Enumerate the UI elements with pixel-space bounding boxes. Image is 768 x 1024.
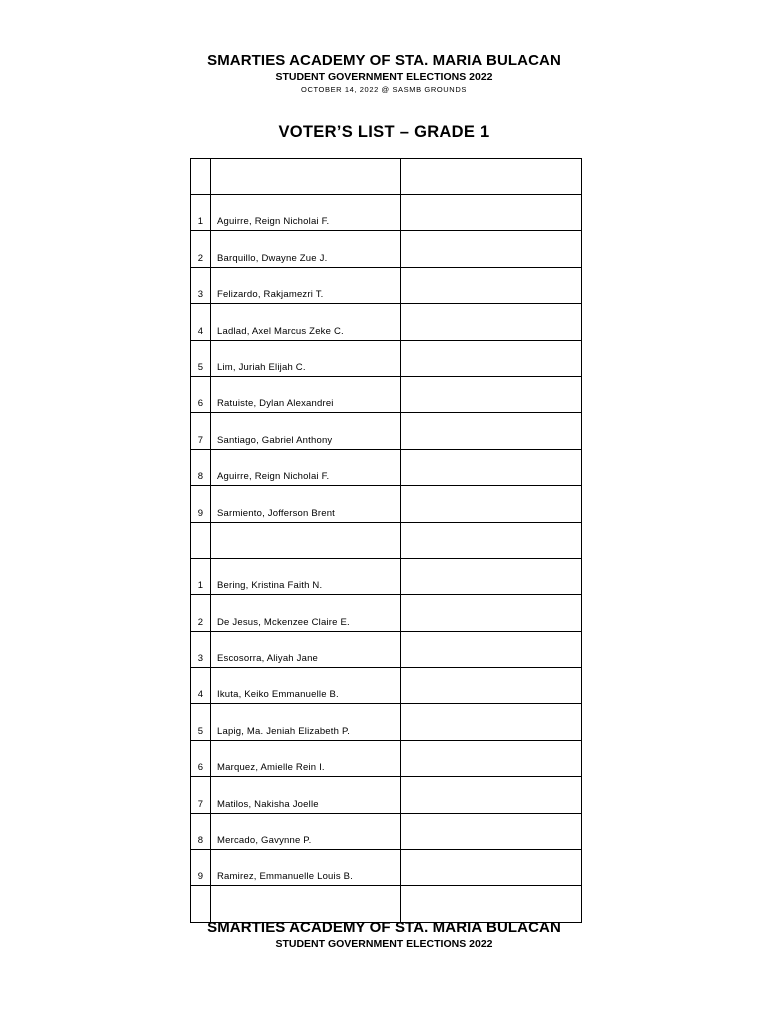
- voter-name: Sarmiento, Jofferson Brent: [211, 486, 401, 522]
- table-row: [191, 340, 582, 376]
- signature-cell: [401, 413, 582, 449]
- signature-cell: [401, 704, 582, 740]
- voter-name: Ramirez, Emmanuelle Louis B.: [211, 850, 401, 886]
- signature-cell: [401, 231, 582, 267]
- signature-cell: [401, 340, 582, 376]
- signature-cell: [401, 850, 582, 886]
- document-footer: [0, 919, 768, 950]
- signature-cell: [401, 304, 582, 340]
- voter-name: Ratuiste, Dylan Alexandrei: [211, 376, 401, 412]
- voter-name: [211, 159, 401, 195]
- row-number: 2: [191, 231, 211, 267]
- row-number: 7: [191, 777, 211, 813]
- footer-election-title: STUDENT GOVERNMENT ELECTIONS 2022: [275, 938, 493, 950]
- page-title: VOTER’S LIST – GRADE 1: [278, 123, 490, 141]
- row-number: 9: [191, 850, 211, 886]
- voter-name: De Jesus, Mckenzee Claire E.: [211, 595, 401, 631]
- table-row: [191, 159, 582, 195]
- signature-cell: [401, 813, 582, 849]
- signature-cell: [401, 486, 582, 522]
- row-number: 7: [191, 413, 211, 449]
- signature-cell: [401, 777, 582, 813]
- table-row: [191, 886, 582, 922]
- voter-name: [211, 886, 401, 922]
- voter-name: Ikuta, Keiko Emmanuelle B.: [211, 668, 401, 704]
- voter-name: Bering, Kristina Faith N.: [211, 558, 401, 594]
- voter-name: Mercado, Gavynne P.: [211, 813, 401, 849]
- row-number: 1: [191, 558, 211, 594]
- table-row: [191, 304, 582, 340]
- row-number: 8: [191, 813, 211, 849]
- signature-cell: [401, 595, 582, 631]
- row-number: 5: [191, 340, 211, 376]
- signature-cell: [401, 267, 582, 303]
- voter-name: Santiago, Gabriel Anthony: [211, 413, 401, 449]
- table-row: [191, 850, 582, 886]
- row-number: 8: [191, 449, 211, 485]
- row-number: 6: [191, 376, 211, 412]
- row-number: 2: [191, 595, 211, 631]
- signature-cell: [401, 558, 582, 594]
- table-row: [191, 813, 582, 849]
- election-title: STUDENT GOVERNMENT ELECTIONS 2022: [275, 71, 493, 83]
- signature-cell: [401, 522, 582, 558]
- table-row: [191, 376, 582, 412]
- row-number: 9: [191, 486, 211, 522]
- table-row: [191, 449, 582, 485]
- table-row: [191, 486, 582, 522]
- voter-name: Escosorra, Aliyah Jane: [211, 631, 401, 667]
- school-name: SMARTIES ACADEMY OF STA. MARIA BULACAN: [207, 52, 561, 69]
- table-row: [191, 668, 582, 704]
- table-row: [191, 195, 582, 231]
- voter-name: Marquez, Amielle Rein I.: [211, 740, 401, 776]
- voter-name: Matilos, Nakisha Joelle: [211, 777, 401, 813]
- voter-name: Lim, Juriah Elijah C.: [211, 340, 401, 376]
- signature-cell: [401, 159, 582, 195]
- table-row: [191, 558, 582, 594]
- table-row: [191, 413, 582, 449]
- table-row: [191, 267, 582, 303]
- table-row: [191, 740, 582, 776]
- election-date-venue: OCTOBER 14, 2022 @ SASMB GROUNDS: [301, 85, 467, 94]
- voter-name: [211, 522, 401, 558]
- document-header: [0, 52, 768, 94]
- voter-name: Ladlad, Axel Marcus Zeke C.: [211, 304, 401, 340]
- row-number: [191, 886, 211, 922]
- signature-cell: [401, 740, 582, 776]
- voter-name: Lapig, Ma. Jeniah Elizabeth P.: [211, 704, 401, 740]
- row-number: 6: [191, 740, 211, 776]
- row-number: 1: [191, 195, 211, 231]
- table-row: [191, 522, 582, 558]
- signature-cell: [401, 631, 582, 667]
- footer-school-name: SMARTIES ACADEMY OF STA. MARIA BULACAN: [207, 919, 561, 936]
- table-row: [191, 777, 582, 813]
- signature-cell: [401, 668, 582, 704]
- voter-name: Felizardo, Rakjamezri T.: [211, 267, 401, 303]
- row-number: 4: [191, 668, 211, 704]
- row-number: 3: [191, 631, 211, 667]
- row-number: [191, 159, 211, 195]
- signature-cell: [401, 376, 582, 412]
- voter-name: Aguirre, Reign Nicholai F.: [211, 449, 401, 485]
- row-number: 5: [191, 704, 211, 740]
- row-number: [191, 522, 211, 558]
- table-row: [191, 704, 582, 740]
- table-row: [191, 595, 582, 631]
- row-number: 4: [191, 304, 211, 340]
- table-row: [191, 231, 582, 267]
- voters-table: [190, 158, 582, 923]
- signature-cell: [401, 195, 582, 231]
- table-row: [191, 631, 582, 667]
- signature-cell: [401, 449, 582, 485]
- row-number: 3: [191, 267, 211, 303]
- voter-name: Barquillo, Dwayne Zue J.: [211, 231, 401, 267]
- voter-name: Aguirre, Reign Nicholai F.: [211, 195, 401, 231]
- signature-cell: [401, 886, 582, 922]
